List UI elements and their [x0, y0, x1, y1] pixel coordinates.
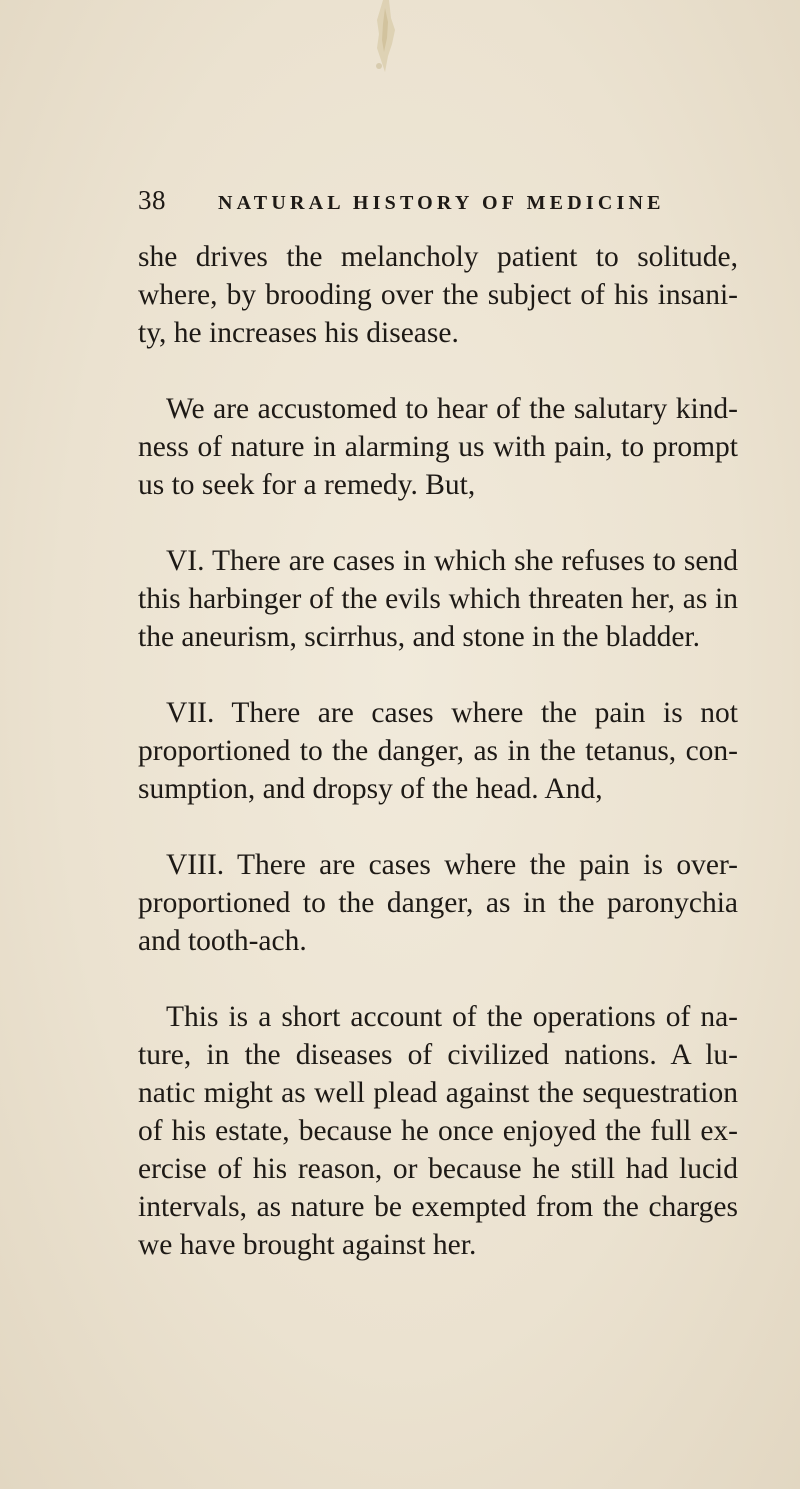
running-title: NATURAL HISTORY OF MEDICINE: [218, 192, 665, 214]
body-text: [138, 238, 738, 1264]
paragraph-4: VII. There are cases where the pain is not proportioned to the danger, as in the tetanus, con- sumption, and dropsy of the head. And,: [138, 697, 738, 805]
paragraph-3: VI. There are cases in which she refuses to send this harbinger of the evils which threaten her, as in the aneurism, scirrhus, and stone in the bladder.: [138, 545, 738, 653]
paragraph-5: VIII. There are cases where the pain is over- proportioned to the danger, as in the paronychia and tooth-ach.: [138, 849, 738, 957]
paragraph-6: This is a short account of the operations of na- ture, in the diseases of civilized nations. A lu- natic might as well plead against the sequestration of his estate, because he once enjoyed the full ex- ercise of his reason, or because he still had lucid intervals, as nature be exempted from the charges we have brought against her.: [138, 1001, 738, 1261]
page-number: 38: [138, 185, 166, 215]
paragraph-2: We are accustomed to hear of the salutary kind- ness of nature in alarming us with pain, to prompt us to seek for a remedy. But,: [138, 393, 738, 501]
ink-blot-mark: [355, 0, 415, 90]
page-header: [138, 185, 738, 225]
paragraph-1: she drives the melancholy patient to solitude, where, by brooding over the subject of his insani- ty, he increases his disease.: [138, 241, 738, 349]
